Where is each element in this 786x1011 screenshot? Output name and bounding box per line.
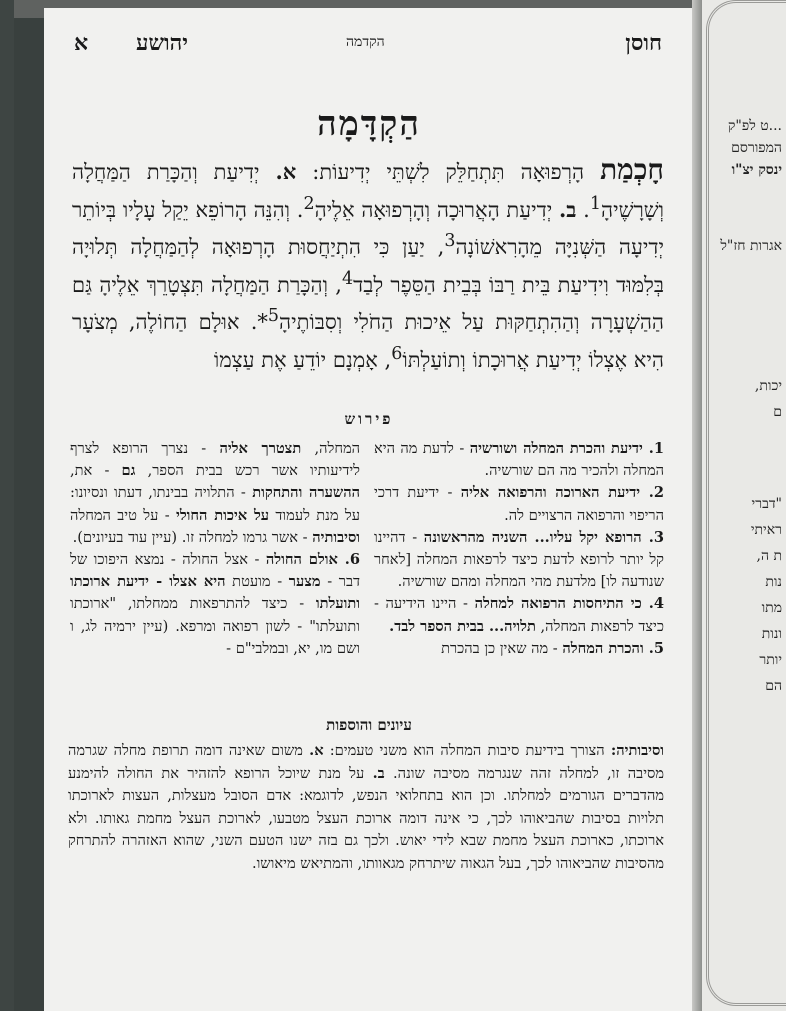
note-text: - היינו הידיעה - כיצד לרפאות המחלה, — [374, 595, 664, 635]
note-text: - דהיינו קל יותר לרופא לדעת כיצד לרפאות המחלה [לאחר שנודעה לו] מלדעת מהי המחלה ומהם שורשיה. — [374, 528, 664, 591]
facing-page-text: מתו — [761, 600, 782, 616]
header-section-name: הקדמה — [346, 34, 385, 50]
note-text: - לדעת מה היא המחלה ולהכיר מה הם שורשיה. — [374, 440, 664, 480]
note-text: המחלה, — [301, 440, 360, 457]
footnote-ref: 2 — [303, 193, 315, 214]
note-lemma: 2. ידיעת הארוכה והרפואה אליה — [460, 484, 664, 502]
page-title: הַקְדָּמָה — [317, 104, 421, 144]
facing-page-text: הם — [765, 678, 782, 694]
page-gutter — [692, 0, 702, 1011]
footnote-ref: 1 — [589, 193, 601, 214]
note-lemma: 5. והכרת המחלה — [562, 639, 664, 657]
facing-page-text: ת ה, — [756, 548, 782, 564]
commentary-note — [374, 527, 664, 594]
main-text — [72, 154, 664, 376]
commentary-note — [70, 549, 360, 660]
main-text-segment: הָרְפוּאָה תִּתְחַלֵּק לִשְׁתֵּי יְדִיעוֹת: — [296, 160, 601, 184]
footnote-ref: 3 — [444, 231, 456, 251]
main-text-segment: יְדִיעַת הָאֲרוּכָה וְהָרְפוּאָה אֵלֶיהָ — [314, 197, 559, 222]
iyunim-segment: משום שאינה דומה תרופת מחלה שגרמה מסיבה זו, למחלה זהה שנגרמה מסיבה שונה. — [68, 742, 664, 782]
note-lemma: 1. ידיעת והכרת המחלה ושורשיה — [469, 440, 664, 457]
note-text: - כיצד להתרפאות ממחלתו, "ארוכתו ותועלתו" - לשון רפואה ומרפא. (עיין ירמיה לג, ו ושם מו, יא, ובמלבי"ם - — [70, 595, 360, 657]
facing-page-text: יותר — [759, 652, 782, 668]
book-spine — [0, 0, 14, 1011]
note-text: - אצל החולה - נמצא היפוכו של דבר - — [70, 551, 361, 591]
footnote-ref: 6 — [391, 343, 403, 364]
header-right-word: חוסן — [625, 30, 662, 56]
marker-b: ב. — [372, 764, 385, 782]
main-text-segment: , אָמְנָם יוֹדֵעַ אֶת עַצְמוֹ — [213, 347, 392, 372]
note-text: - את, — [70, 462, 122, 480]
main-text-segment: , יַעַן כִּי הִתְיַחֲסוּת הָרְפוּאָה לְהַמַּחֲלָה תְּלוּיָה בְּלִמּוּד וִידִיעַת בֵּית רַבּוֹ בְּבֵית הַסֵּפֶר לְבַד — [72, 235, 665, 297]
main-text-segment: . וְהִנֵּה הָרוֹפֵא יֵקַל עָלָיו בְּיוֹתֵר יְדִיעָה הַשְּׁנִיָּה מֵהָרִאשׁוֹנָה — [72, 197, 664, 259]
note-text: - מועטת — [225, 573, 289, 591]
note-lemma: 6. אולם החולה — [265, 551, 360, 569]
facing-page-text: "דברי — [751, 496, 782, 512]
iyunim-text — [68, 740, 664, 876]
commentary-note — [374, 593, 664, 637]
note-lemma: על איכות החולי — [176, 506, 270, 524]
header-left-word: יהושע — [136, 30, 189, 56]
note-lemma: 4. כי התיחסות הרפואה למחלה — [474, 595, 664, 613]
facing-page-text: נות — [765, 574, 782, 590]
note-lemma: תצטרך אליה — [219, 440, 302, 457]
iyunim-heading: עיונים והוספות — [326, 716, 412, 734]
note-lemma: 3. הרופא יקל עליו... השניה מהראשונה — [423, 528, 664, 546]
marker-b: ב. — [558, 196, 577, 222]
footnote-ref: 5 — [267, 306, 280, 326]
iyunim-segment: על מנת שיוכל הרופא להזהיר את החולה להימנע מהדברים הגורמים למחלתו. וכן הוא בתחלואי הנפש, לדוגמא: אדם הסובל מעצלות, העצות לארוכתו תלויות בסיבות שהביאוהו לכך, כי אינה דומה ארוכת העצל מטבעו, לארוכת העצל מחמת גאותו. ולא ארוכתו, כארוכת העצל מחמת שבא לידי יאוש. ולכך גם בזה ישנו הטעם השני, שהוא האזהרה להתרחק מהסיבות שהביאוהו לכך, בעל הגאוה שיתרחק מגאוותו, והמתיאש מיאושו. — [68, 764, 664, 872]
page-number: א — [74, 30, 89, 56]
facing-page — [702, 0, 786, 1011]
main-text-segment: יְדִיעַת וְהַכָּרַת הַמַּחֲלָה וְשָׁרָשֶׁיהָ — [72, 160, 664, 222]
note-text: - ידיעת דרכי הריפוי והרפואה הרצויים לה. — [374, 484, 664, 524]
note-lemma: וסיבותיה — [312, 528, 360, 546]
main-text-segment: *. אוּלָם הַחוֹלֶה, מְצֹעָר הִיא אֶצְלוֹ יְדִיעַת אֲרוּכָתוֹ וְתוֹעַלְתּוֹ — [72, 310, 664, 372]
book-cover-edge — [14, 18, 44, 1011]
facing-page-text: אגרות חז"ל — [720, 238, 782, 254]
opening-word: חָכְמַת — [600, 153, 664, 186]
running-header — [66, 30, 672, 60]
book-page — [44, 8, 692, 1011]
commentary-right-column — [374, 438, 664, 660]
marker-a: א. — [275, 159, 297, 184]
footnote-ref: 4 — [341, 268, 354, 289]
main-text-segment: , וְהַכָּרַת הַמַּחֲלָה תִּצְטָרֵךְ אֵלֶיהָ גַּם הַהַשְׁעָרָה וְהַהִתְחַקּוּת עַל אֵיכוּת הַחֹלִי וְסִבּוֹתֶיהָ — [72, 272, 664, 334]
iyunim-lemma: וסיבותיה: — [610, 742, 664, 759]
note-text: - נצרך הרופא לצרף לידיעותיו אשר רכש בבית הספר, — [70, 440, 360, 480]
facing-page-text: ינסק יצ"ו — [731, 162, 782, 178]
main-text-segment: . — [576, 197, 590, 222]
note-lemma: גם — [121, 462, 136, 480]
note-text: - על טיב המחלה — [70, 506, 176, 524]
commentary-note — [374, 638, 664, 660]
note-text: - אשר גרמו למחלה זו. (עיין עוד בעיונים). — [72, 528, 313, 546]
note-lemma: היא אצלו - ידיעת ארוכתו ותועלתו — [70, 573, 360, 613]
marker-a: א. — [309, 742, 324, 759]
commentary-left-column — [70, 438, 360, 660]
facing-page-text: ראיתי — [750, 522, 782, 538]
commentary-note — [374, 482, 664, 526]
facing-page-text: יכות, — [754, 378, 782, 394]
note-lemma: מצער — [288, 573, 321, 591]
note-lemma: ההשערה והתחקות — [252, 484, 361, 502]
facing-page-text: ...ט לפ"ק — [727, 118, 782, 134]
note-text: - מה שאין כן בהכרת — [441, 639, 563, 657]
iyunim-segment: הצורך בידיעת סיבות המחלה הוא משני טעמים: — [323, 742, 611, 759]
facing-page-text: המפורסם — [731, 140, 782, 156]
facing-page-text: ם — [773, 404, 782, 420]
note-text: - התלויה בבינתו, דעתו ונסיונו: על מנת לעמוד — [70, 484, 360, 524]
note-lemma: תלויה... בבית הספר לבד. — [389, 617, 536, 635]
commentary-note — [70, 438, 360, 549]
facing-page-text: ונות — [761, 626, 782, 642]
commentary-note — [374, 438, 664, 482]
commentary-heading: פירוש — [344, 410, 394, 428]
